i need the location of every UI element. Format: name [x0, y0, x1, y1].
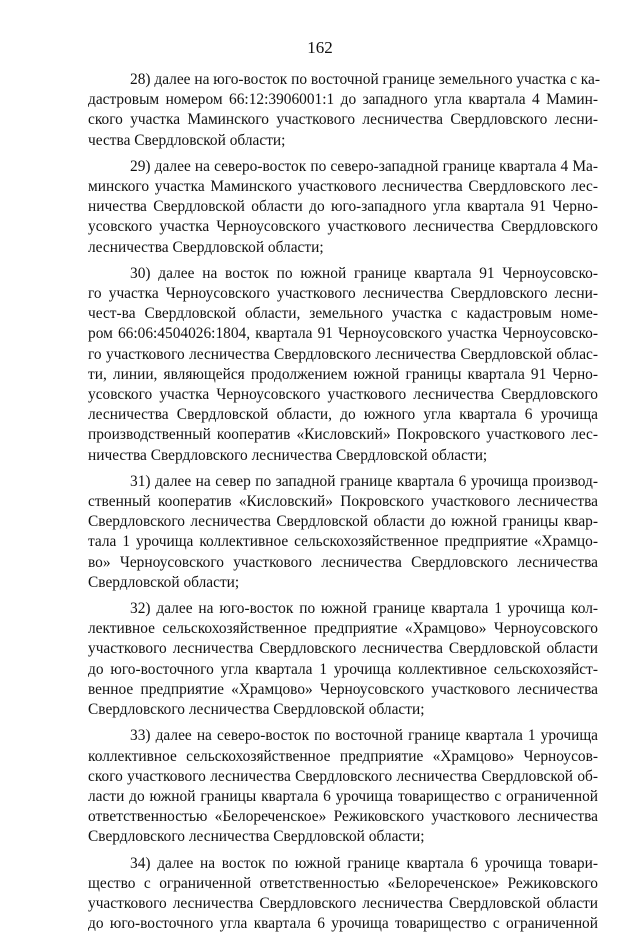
paragraph-line: Свердловского лесничества Свердловской области;: [88, 828, 425, 846]
paragraph-line: лесничества Свердловской области, до южного угла квартала 6 урочища: [88, 406, 598, 424]
paragraph-line: чест-ва Свердловской области, земельного участка с кадастровым номе-: [88, 305, 598, 323]
paragraph: [88, 599, 598, 720]
paragraph-line: ничества Свердловской области до юго-западного угла квартала 91 Черно-: [88, 198, 598, 216]
page-number: 162: [307, 38, 333, 57]
paragraph-line: ского участкового лесничества Свердловского лесничества Свердловской об-: [88, 767, 598, 785]
paragraph-line: усовского участка Черноусовского участкового лесничества Свердловского: [88, 386, 598, 404]
paragraph-line: до юго-восточного угла квартала 1 урочища коллективное сельскохозяйст-: [88, 660, 598, 678]
paragraph: [88, 472, 598, 593]
paragraph-line: 30) далее на восток по южной границе квартала 91 Черноусовско-: [130, 264, 598, 282]
paragraph-line: дастровым номером 66:12:3906001:1 до западного угла квартала 4 Мамин-: [88, 91, 598, 109]
paragraph-line: ласти до южной границы квартала 6 урочища товарищество с ограниченной: [88, 787, 598, 805]
paragraph-line: коллективное сельскохозяйственное предприятие «Храмцово» Черноусов-: [88, 747, 598, 765]
paragraph-line: го участка Черноусовского участкового лесничества Свердловского лесни-: [88, 285, 598, 303]
paragraph-line: щество с ограниченной ответственностью «Белореченское» Режиковского: [88, 874, 598, 892]
paragraph-line: тала 1 урочища коллективное сельскохозяйственное предприятие «Храмцо-: [88, 533, 598, 551]
paragraph-line: во» Черноусовского участкового лесничества Свердловского лесничества: [88, 553, 598, 571]
paragraph-line: до юго-восточного угла квартала 6 урочища товарищество с ограниченной: [88, 915, 598, 933]
document-body: [88, 70, 598, 940]
paragraph: [88, 70, 598, 151]
paragraph-line: минского участка Маминского участкового лесничества Свердловского лес-: [88, 178, 598, 196]
paragraph-line: Свердловского лесничества Свердловской области до южной границы квар-: [88, 513, 598, 531]
paragraph-line: ничества Свердловского лесничества Свердловской области;: [88, 446, 488, 464]
paragraph: [88, 726, 598, 847]
paragraph-line: участкового лесничества Свердловского лесничества Свердловской области: [88, 894, 598, 912]
paragraph-line: 32) далее на юго-восток по южной границе квартала 1 урочища кол-: [130, 600, 598, 618]
paragraph: [88, 157, 598, 258]
paragraph-line: ти, линии, являющейся продолжением южной границы квартала 91 Черно-: [88, 365, 598, 383]
paragraph-line: лесничества Свердловской области;: [88, 238, 324, 256]
paragraph-line: 28) далее на юго-восток по восточной границе земельного участка с ка-: [130, 71, 600, 88]
paragraph-line: 34) далее на восток по южной границе квартала 6 урочища товари-: [130, 854, 598, 872]
paragraph-line: усовского участка Черноусовского участкового лесничества Свердловского: [88, 218, 598, 236]
paragraph-line: лективное сельскохозяйственное предприятие «Храмцово» Черноусовского: [88, 620, 598, 638]
paragraph-line: участкового лесничества Свердловского лесничества Свердловской области: [88, 640, 598, 658]
paragraph-line: Свердловского лесничества Свердловской области;: [88, 701, 425, 719]
paragraph-line: го участкового лесничества Свердловского лесничества Свердловской облас-: [88, 345, 598, 363]
paragraph: [88, 854, 598, 935]
paragraph-line: 31) далее на север по западной границе квартала 6 урочища производ-: [130, 472, 598, 490]
paragraph-line: ского участка Маминского участкового лесничества Свердловского лесни-: [88, 111, 598, 129]
paragraph-line: Свердловской области;: [88, 573, 240, 591]
paragraph: [88, 264, 598, 466]
paragraph-line: 33) далее на северо-восток по восточной границе квартала 1 урочища: [130, 727, 598, 745]
paragraph-line: производственный кооператив «Кисловский» Покровского участкового лес-: [88, 426, 598, 444]
paragraph-line: ответственностью «Белореченское» Режиковского участкового лесничества: [88, 808, 598, 826]
paragraph-line: венное предприятие «Храмцово» Черноусовского участкового лесничества: [88, 680, 598, 698]
paragraph-line: ственный кооператив «Кисловский» Покровского участкового лесничества: [88, 493, 598, 511]
paragraph-line: 29) далее на северо-восток по северо-западной границе квартала 4 Ма-: [130, 157, 598, 175]
paragraph-line: чества Свердловской области;: [88, 131, 286, 149]
paragraph-line: ром 66:06:4504026:1804, квартала 91 Черноусовского участка Черноусовско-: [88, 325, 598, 343]
